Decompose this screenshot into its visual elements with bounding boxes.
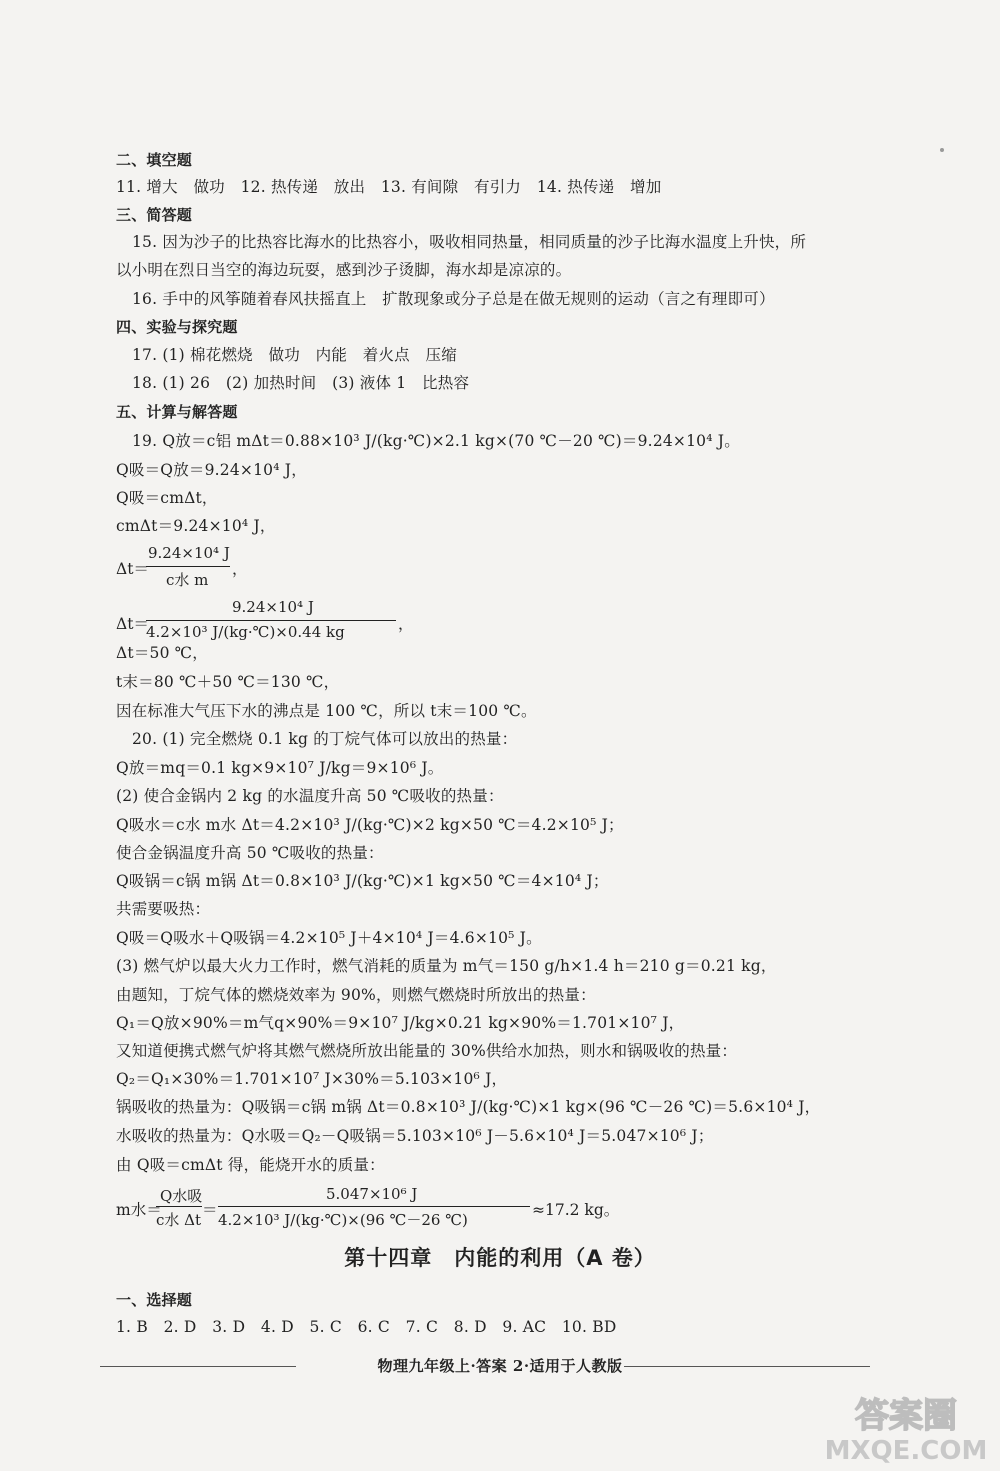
calc-20-line9: (3) 燃气炉以最大火力工作时，燃气消耗的质量为 m气＝150 g/h×1.4 h＝210 g＝0.21 kg， (116, 957, 777, 975)
fraction-1-tail: ， (232, 560, 248, 578)
calc-20-line12: 又知道便携式燃气炉将其燃气燃烧所放出能量的 30%供给水加热，则水和锅吸收的热量： (116, 1042, 738, 1060)
calc-19-line7: 因在标准大气压下水的沸点是 100 ℃，所以 t末＝100 ℃。 (116, 702, 537, 720)
calc-20-line5: 使合金锅温度升高 50 ℃吸收的热量： (116, 844, 384, 862)
fraction-3-lhs: m水＝ (116, 1201, 162, 1219)
section-heading-choice: 一、选择题 (116, 1291, 193, 1309)
fraction-3b-bar (218, 1206, 530, 1207)
calc-19-line1: 19. Q放＝c铝 mΔt＝0.88×10³ J/(kg·℃)×2.1 kg×(70 ℃－20 ℃)＝9.24×10⁴ J。 (132, 432, 740, 450)
calc-20-line8: Q吸＝Q吸水＋Q吸锅＝4.2×10⁵ J＋4×10⁴ J＝4.6×10⁵ J。 (116, 929, 542, 947)
answer-16: 16. 手中的风筝随着春风扶摇直上 扩散现象或分子总是在做无规则的运动（言之有理即可） (132, 290, 775, 308)
calc-20-line15: 水吸收的热量为：Q水吸＝Q₂－Q吸锅＝5.103×10⁶ J－5.6×10⁴ J＝5.047×10⁶ J； (116, 1127, 714, 1145)
calc-20-line10: 由题知，丁烷气体的燃烧效率为 90%，则燃气燃烧时所放出的热量： (116, 986, 596, 1004)
fraction-1-lhs: Δt＝ (116, 560, 149, 578)
fraction-2-numerator: 9.24×10⁴ J (232, 598, 314, 616)
calc-20-line3: (2) 使合金锅内 2 kg 的水温度升高 50 ℃吸收的热量： (116, 787, 504, 805)
fraction-2-denominator: 4.2×10³ J/(kg·℃)×0.44 kg (146, 623, 345, 641)
answer-15-line1: 15. 因为沙子的比热容比海水的比热容小，吸收相同热量，相同质量的沙子比海水温度上升快，所 (132, 233, 807, 251)
answer-15-line2: 以小明在烈日当空的海边玩耍，感到沙子烫脚，海水却是凉凉的。 (116, 261, 572, 279)
speck (940, 148, 944, 152)
fraction-3-equals: ＝ (202, 1201, 218, 1219)
fraction-2-bar (146, 620, 396, 621)
calc-20-line4: Q吸水＝c水 m水 Δt＝4.2×10³ J/(kg·℃)×2 kg×50 ℃＝4.2×10⁵ J； (116, 816, 624, 834)
calc-19-line2: Q吸＝Q放＝9.24×10⁴ J， (116, 461, 307, 479)
fraction-1-bar (146, 566, 230, 567)
answer-17: 17. (1) 棉花燃烧 做功 内能 着火点 压缩 (132, 346, 457, 364)
chapter-title: 第十四章 内能的利用（A 卷） (344, 1246, 656, 1270)
calc-20-line6: Q吸锅＝c锅 m锅 Δt＝0.8×10³ J/(kg·℃)×1 kg×50 ℃＝4×10⁴ J； (116, 872, 609, 890)
calc-20-line11: Q₁＝Q放×90%＝m气q×90%＝9×10⁷ J/kg×0.21 kg×90%＝1.701×10⁷ J， (116, 1014, 685, 1032)
choice-answers: 1. B 2. D 3. D 4. D 5. C 6. C 7. C 8. D 9. AC 10. BD (116, 1318, 617, 1336)
fraction-3a-numerator: Q水吸 (160, 1187, 203, 1205)
calc-20-line16: 由 Q吸＝cmΔt 得，能烧开水的质量： (116, 1156, 385, 1174)
section-heading-experiment: 四、实验与探究题 (116, 318, 238, 336)
footer-text: 物理九年级上·答案 2·适用于人教版 (377, 1357, 623, 1375)
fraction-3b-numerator: 5.047×10⁶ J (326, 1185, 418, 1203)
calc-20-line13: Q₂＝Q₁×30%＝1.701×10⁷ J×30%＝5.103×10⁶ J， (116, 1070, 508, 1088)
calc-19-line5: Δt＝50 ℃， (116, 644, 209, 662)
calc-20-line1: 20. (1) 完全燃烧 0.1 kg 的丁烷气体可以放出的热量： (132, 730, 518, 748)
footer-rule-right (624, 1366, 870, 1367)
answers-11-14: 11. 增大 做功 12. 热传递 放出 13. 有间隙 有引力 14. 热传递 增加 (116, 178, 662, 196)
fraction-3a-denominator: c水 Δt (156, 1211, 202, 1229)
watermark-bottom-text: MXQE.COM (824, 1436, 988, 1465)
calc-19-line4: cmΔt＝9.24×10⁴ J， (116, 517, 276, 535)
watermark-top-text: 答案圈 (855, 1396, 957, 1436)
calc-20-line2: Q放＝mq＝0.1 kg×9×10⁷ J/kg＝9×10⁶ J。 (116, 759, 444, 777)
section-heading-short-answer: 三、简答题 (116, 206, 193, 224)
fraction-3b-denominator: 4.2×10³ J/(kg·℃)×(96 ℃－26 ℃) (218, 1211, 468, 1229)
fraction-1-denominator: c水 m (166, 571, 209, 589)
fraction-2-lhs: Δt＝ (116, 615, 149, 633)
fraction-1-numerator: 9.24×10⁴ J (148, 544, 230, 562)
answer-18: 18. (1) 26 (2) 加热时间 (3) 液体 1 比热容 (132, 374, 470, 392)
section-heading-calculation: 五、计算与解答题 (116, 403, 238, 421)
calc-20-line7: 共需要吸热： (116, 900, 211, 918)
fraction-2-tail: ， (398, 615, 414, 633)
watermark-logo (818, 1385, 994, 1465)
fraction-3a-bar (156, 1206, 202, 1207)
calc-20-line14: 锅吸收的热量为：Q吸锅＝c锅 m锅 Δt＝0.8×10³ J/(kg·℃)×1 kg×(96 ℃－26 ℃)＝5.6×10⁴ J， (116, 1098, 821, 1116)
section-heading-fill-blank: 二、填空题 (116, 151, 193, 169)
fraction-3-tail: ≈17.2 kg。 (532, 1201, 620, 1219)
calc-19-line3: Q吸＝cmΔt， (116, 489, 218, 507)
calc-19-line6: t末＝80 ℃＋50 ℃＝130 ℃， (116, 673, 340, 691)
